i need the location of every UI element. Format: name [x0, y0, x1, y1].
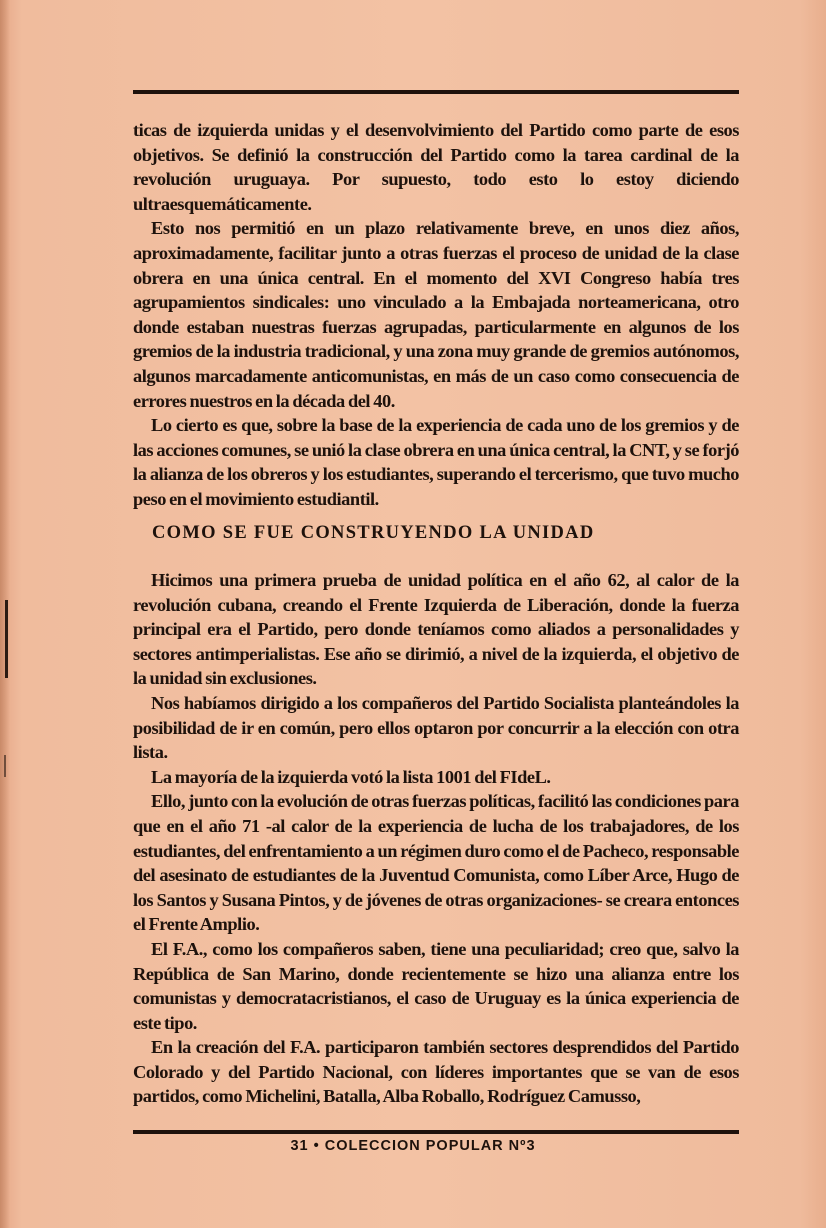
scan-mark: [5, 600, 8, 678]
paragraph: Hicimos una primera prueba de unidad política en el año 62, al calor de la revolución cubana, creando el Frente Izquierda de Liberación, donde la fuerza principal era el Partido, pero donde teníamos como aliados a personalidades y sectores antimperialistas. Ese año se dirimió, a nivel de la izquierda, el objetivo de la unidad sin exclusiones.: [133, 570, 739, 689]
paragraph: Lo cierto es que, sobre la base de la experiencia de cada uno de los gremios y de las acciones comunes, se unió la clase obrera en una única central, la CNT, y se forjó la alianza de los obreros y los estudiantes, superando el tercerismo, que tuvo mucho peso en el movimiento estudiantil.: [133, 415, 739, 509]
bottom-rule: [133, 1130, 739, 1134]
section-heading: COMO SE FUE CONSTRUYENDO LA UNIDAD: [152, 523, 595, 543]
paragraph: ticas de izquierda unidas y el desenvolvimiento del Partido como parte de esos objetivos. Se definió la construcción del Partido como la tarea cardinal de la revolución uruguaya. Por supuesto, todo esto lo estoy diciendo ultraesquemáticamente.: [133, 120, 739, 214]
page-footer: 31 • COLECCION POPULAR Nº3: [290, 1138, 536, 1154]
paragraph: En la creación del F.A. participaron también sectores desprendidos del Partido Colorado y del Partido Nacional, con líderes importantes que se van de esos partidos, como Michelini, Batalla, Alba Roballo, Rodríguez Camusso,: [133, 1037, 739, 1107]
paragraph: Esto nos permitió en un plazo relativamente breve, en unos diez años, aproximadamente, facilitar junto a otras fuerzas el proceso de unidad de la clase obrera en una única central. En el momento del XVI Congreso había tres agrupamientos sindicales: uno vinculado a la Embajada norteamericana, otro donde estaban nuestras fuerzas agrupadas, particularmente en algunos de los gremios de la industria tradicional, y una zona muy grande de gremios autónomos, algunos marcadamente anticomunistas, en más de un caso como consecuencia de errores nuestros en la década del 40.: [133, 218, 739, 411]
body-text-bottom: [133, 568, 739, 1109]
paragraph: Nos habíamos dirigido a los compañeros del Partido Socialista planteándoles la posibilidad de ir en común, pero ellos optaron por concurrir a la elección con otra lista.: [133, 692, 739, 763]
scan-mark: [4, 755, 6, 777]
body-text-top: [133, 118, 739, 512]
paragraph: El F.A., como los compañeros saben, tiene una peculiaridad; creo que, salvo la República de San Marino, donde recientemente se hizo una alianza entre los comunistas y democratacristianos, el caso de Uruguay es la única experiencia de este tipo.: [133, 938, 739, 1033]
top-rule: [133, 90, 739, 94]
paragraph: Ello, junto con la evolución de otras fuerzas políticas, facilitó las condiciones para que en el año 71 -al calor de la experiencia de lucha de los trabajadores, de los estudiantes, del enfrentamiento a un régimen duro como el de Pacheco, responsable del asesinato de estudiantes de la Juventud Comunista, como Líber Arce, Hugo de los Santos y Susana Pintos, y de jóvenes de otras organizaciones- se creara entonces el Frente Amplio.: [133, 791, 739, 935]
paragraph: La mayoría de la izquierda votó la lista 1001 del FIdeL.: [151, 766, 551, 787]
